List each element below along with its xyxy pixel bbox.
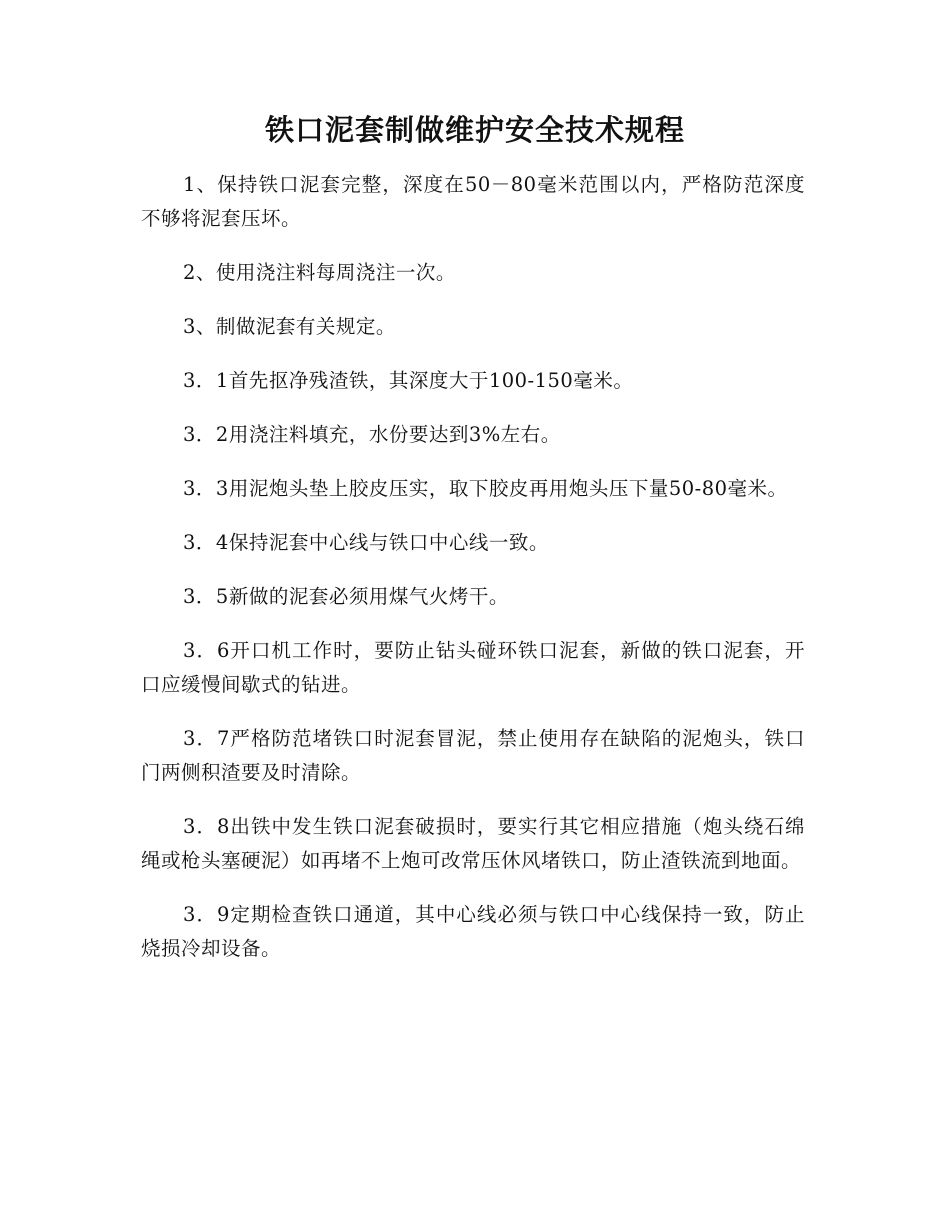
paragraph-3-7: 3．7严格防范堵铁口时泥套冒泥，禁止使用存在缺陷的泥炮头，铁口门两侧积渣要及时清除。 bbox=[141, 727, 805, 784]
paragraph-3-8: 3．8出铁中发生铁口泥套破损时，要实行其它相应措施（炮头绕石绵绳或枪头塞硬泥）如再堵不上炮可改常压休风堵铁口，防止渣铁流到地面。 bbox=[141, 815, 805, 872]
paragraph-2: 2、使用浇注料每周浇注一次。 bbox=[183, 261, 456, 284]
paragraph-3-4: 3．4保持泥套中心线与铁口中心线一致。 bbox=[183, 531, 549, 554]
paragraph-3-2: 3．2用浇注料填充，水份要达到3%左右。 bbox=[183, 423, 561, 446]
document-body bbox=[141, 168, 805, 986]
paragraph-3-1: 3．1首先抠净残渣铁，其深度大于100-150毫米。 bbox=[183, 369, 634, 392]
paragraph-3-3: 3．3用泥炮头垫上胶皮压实，取下胶皮再用炮头压下量50-80毫米。 bbox=[183, 477, 788, 500]
paragraph-3: 3、制做泥套有关规定。 bbox=[183, 315, 396, 338]
paragraph-3-6: 3．6开口机工作时，要防止钻头碰环铁口泥套，新做的铁口泥套，开口应缓慢间歇式的钻进。 bbox=[141, 639, 805, 696]
document-title: 铁口泥套制做维护安全技术规程 bbox=[264, 113, 685, 147]
paragraph-3-5: 3．5新做的泥套必须用煤气火烤干。 bbox=[183, 585, 509, 608]
paragraph-1: 1、保持铁口泥套完整，深度在50－80毫米范围以内，严格防范深度不够将泥套压坏。 bbox=[141, 173, 805, 230]
paragraph-3-9: 3．9定期检查铁口通道，其中心线必须与铁口中心线保持一致，防止烧损冷却设备。 bbox=[141, 903, 805, 960]
